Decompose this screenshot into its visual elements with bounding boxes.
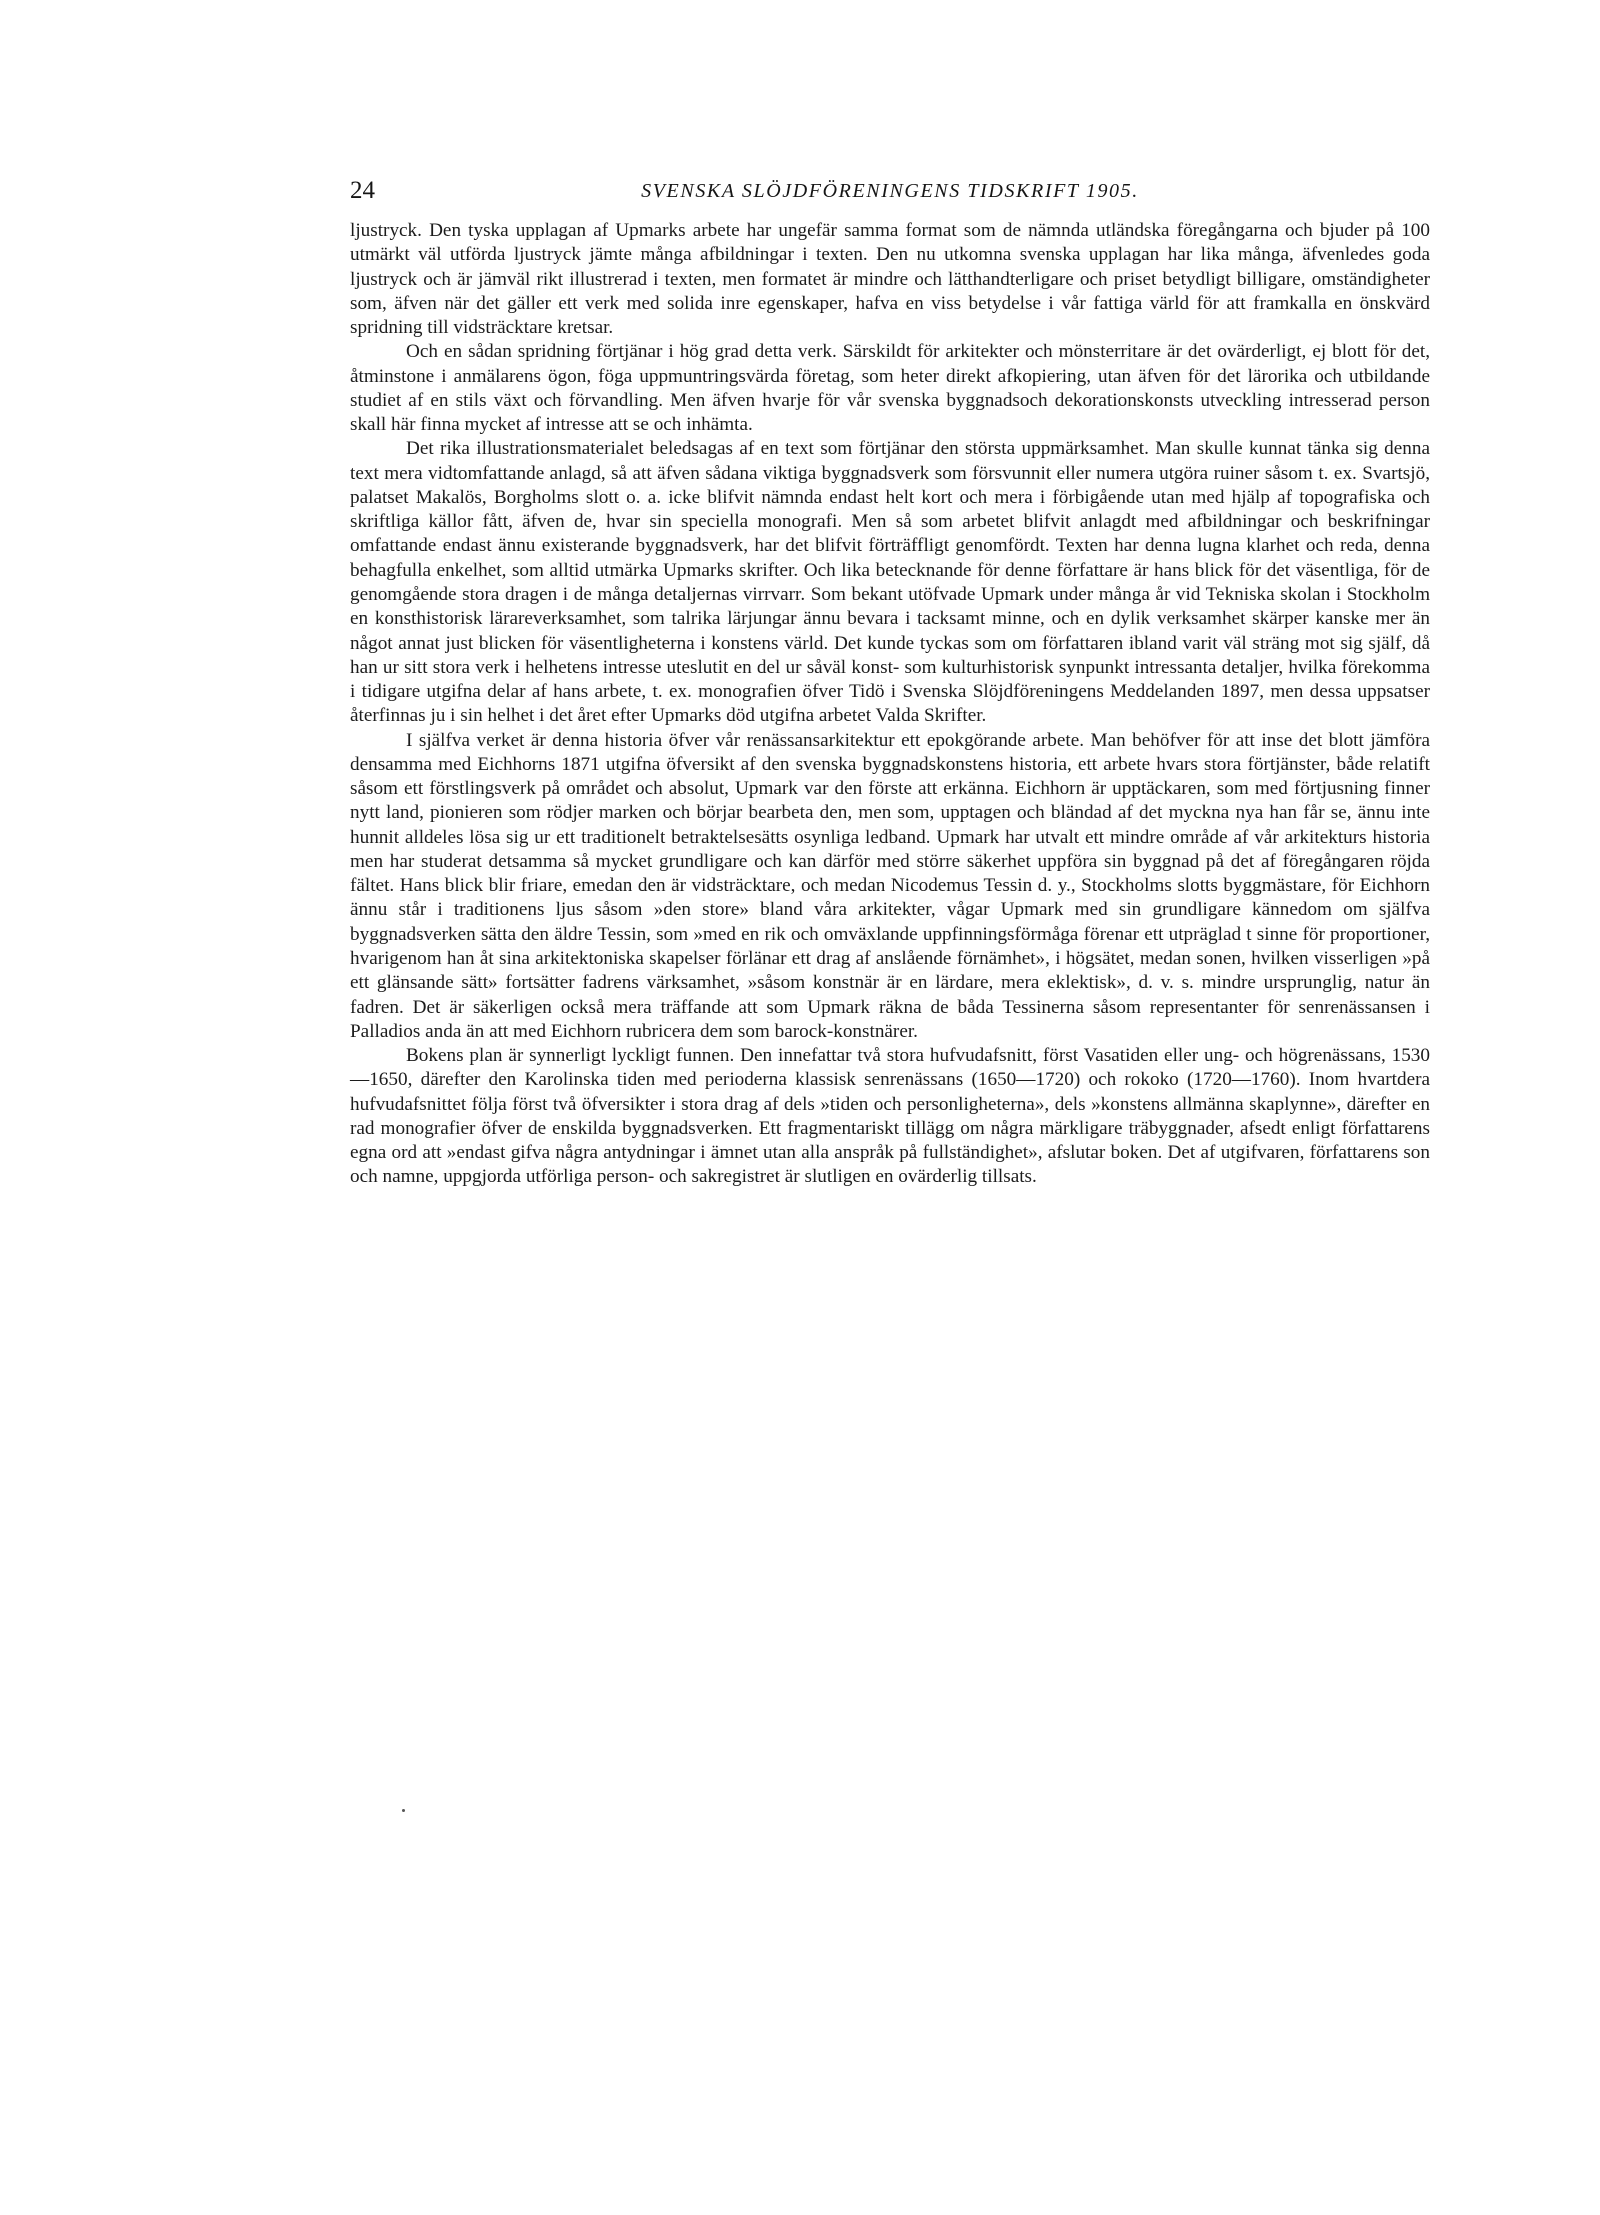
paragraph-3: Det rika illustrationsmaterialet beledsagas af en text som förtjänar den största uppmärksamhet. Man skulle kunnat tänka sig denna text mera vidtomfattande anlagd, så att äfven sådana viktiga byggnadsverk som försvunnit eller numera utgöra ruiner såsom t. ex. Svartsjö, palatset Makalös, Borgholms slott o. a. icke blifvit nämnda endast helt kort och mera i förbigående utan med hjälp af topografiska och skriftliga källor fått, äfven de, hvar sin speciella monografi. Men så som arbetet blifvit anlagdt med afbildningar och beskrifningar omfattande endast ännu existerande byggnadsverk, har det blifvit förträffligt genomfördt. Texten har denna lugna klarhet och reda, denna behagfulla enkelhet, som alltid utmärka Upmarks skrifter. Och lika betecknande för denne författare är hans blick för det väsentliga, för de genomgående stora dragen i de många detaljernas virrvarr. Som bekant utöfvade Upmark under många år vid Tekniska skolan i Stockholm en konsthistorisk lärareverksamhet, som talrika lärjungar ännu bevara i tacksamt minne, och en dylik verksamhet skärper kanske mer än något annat just blicken för väsentligheterna i konstens värld. Det kunde tyckas som om författaren ibland varit väl sträng mot sig själf, då han ur sitt stora verk i helhetens intresse uteslutit en del ur såväl konst- som kulturhistorisk synpunkt intressanta detaljer, hvilka förekomma i tidigare utgifna delar af hans arbete, t. ex. monografien öfver Tidö i Svenska Slöjdföreningens Meddelanden 1897, men dessa uppsatser återfinnas ju i sin helhet i det året efter Upmarks död utgifna arbetet Valda Skrifter. [350,438,1430,727]
paragraph-1: ljustryck. Den tyska upplagan af Upmarks arbete har ungefär samma format som de nämnda utländska föregångarna och bjuder på 100 utmärkt väl utförda ljustryck jämte många afbildningar i texten. Den nu utkomna svenska upplagan har lika många, äfvenledes goda ljustryck och är jämväl rikt illustrerad i texten, men formatet är mindre och lätthandterligare och priset betydligt billigare, omständigheter som, äfven när det gäller ett verk med solida inre egenskaper, hafva en viss betydelse i vår fattiga värld för att framkalla en önskvärd spridning till vidsträcktare kretsar. [350,220,1430,339]
paragraph-4: I själfva verket är denna historia öfver vår renässansarkitektur ett epokgörande arbete. Man behöfver för att inse det blott jämföra densamma med Eichhorns 1871 utgifna öfversikt af den svenska byggnadskonstens historia, ett arbete hvars stora förtjänster, både relatift såsom ett förstlingsverk på området och absolut, Upmark var den förste att erkänna. Eichhorn är upptäckaren, som med förtjusning finner nytt land, pionieren som rödjer marken och börjar bearbeta den, men som, upptagen och bländad af det myckna nya han får se, ännu inte hunnit alldeles lösa sig ur ett traditionelt betraktelsesätts osynliga ledband. Upmark har utvalt ett mindre område af vår arkitekturs historia men har studerat detsamma så mycket grundligare och kan därför med större säkerhet uppföra sin byggnad på det af föregångaren röjda fältet. Hans blick blir friare, emedan den är vidsträcktare, och medan Nicodemus Tessin d. y., Stockholms slotts byggmästare, för Eichhorn ännu står i traditionens ljus såsom »den store» bland våra arkitekter, vågar Upmark med sin grundligare kännedom om själfva byggnadsverken sätta den äldre Tessin, som »med en rik och omväxlande uppfinningsförmåga förenar ett utpräglad t sinne för proportioner, hvarigenom han åt sina arkitektoniska skapelser förlänar ett drag af anslående förnämhet», i högsätet, medan sonen, hvilken visserligen »på ett glänsande sätt» fortsätter fadrens värksamhet, »såsom konstnär är en lärdare, mera eklektisk», d. v. s. mindre ursprunglig, natur än fadren. Det är säkerligen också mera träffande att som Upmark räkna de båda Tessinerna såsom representanter för senrenässansen i Palladios anda än att med Eichhorn rubricera dem som barock-konstnärer. [350,729,1430,1042]
body-text [350,219,1430,1190]
paragraph-5: Bokens plan är synnerligt lyckligt funnen. Den innefattar två stora hufvudafsnitt, först Vasatiden eller ung- och högrenässans, 1530—1650, därefter den Karolinska tiden med perioderna klassisk senrenässans (1650—1720) och rokoko (1720—1760). Inom hvartdera hufvudafsnittet följa först två öfversikter i stora drag af dels »tiden och personligheterna», dels »konstens allmänna skaplynne», därefter en rad monografier öfver de enskilda byggnadsverken. Ett fragmentariskt tillägg om några märkligare träbyggnader, afsedt enligt författarens egna ord att »endast gifva några antydningar i ämnet utan alla anspråk på fullständighet», afslutar boken. Det af utgifvaren, författarens son och namne, uppgjorda utförliga person- och sakregistret är slutligen en ovärderlig tillsats. [350,1045,1430,1188]
journal-title: SVENSKA SLÖJDFÖRENINGENS TIDSKRIFT 1905. [641,180,1139,202]
running-head [350,171,1430,211]
paragraph-2: Och en sådan spridning förtjänar i hög grad detta verk. Särskildt för arkitekter och mönsterritare är det ovärderligt, ej blott för det, åtminstone i anmälarens ögon, föga uppmuntringsvärda företag, som heter direkt afkopiering, utan äfven för det lärorika och utbildande studiet af en stils växt och förvandling. Men äfven hvarje för vår svenska byggnadsoch dekorationskonsts utveckling intresserad person skall här finna mycket af intresse att se och inhämta. [350,341,1430,436]
stray-ink-dot [402,1809,405,1812]
page-number: 24 [350,177,375,204]
